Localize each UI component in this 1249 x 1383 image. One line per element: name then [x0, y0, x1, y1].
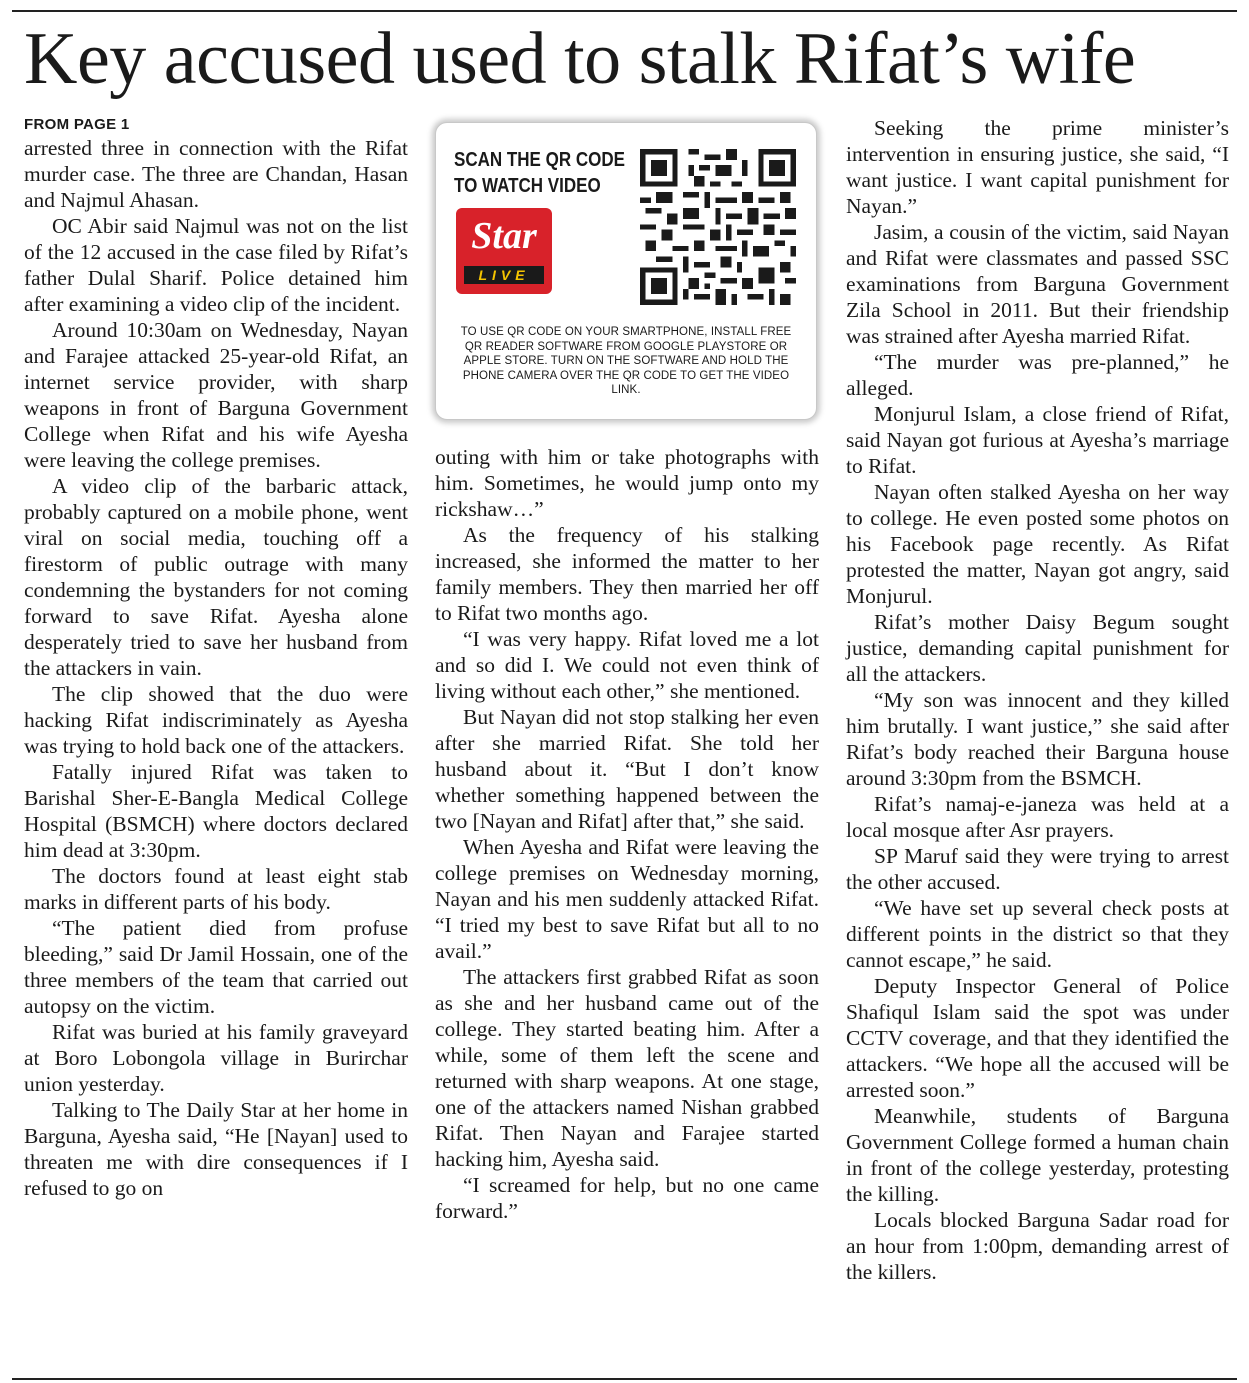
qr-scan-heading	[454, 147, 625, 199]
paragraph: Locals blocked Barguna Sadar road for an hour from 1:00pm, demanding arrest of the killers.	[846, 1208, 1229, 1284]
qr-promo-box	[435, 122, 817, 420]
article-column-2	[435, 444, 819, 1224]
paragraph: “The murder was pre-planned,” he alleged.	[846, 350, 1229, 400]
kicker-from-page-1: FROM PAGE 1	[24, 116, 130, 133]
paragraph: arrested three in connection with the Rifat murder case. The three are Chandan, Hasan and Najmul Ahasan.	[24, 136, 408, 212]
qr-scan-line-2: TO WATCH VIDEO	[454, 175, 601, 197]
paragraph: outing with him or take photographs with him. Sometimes, he would jump onto my rickshaw…”	[435, 445, 819, 521]
paragraph: A video clip of the barbaric attack, probably captured on a mobile phone, went viral on social media, touching off a firestorm of public outrage with many condemning the bystanders for not coming forward to save Rifat. Ayesha alone desperately tried to save her husband from the attackers in vain.	[24, 474, 408, 680]
star-live-logo	[456, 208, 552, 294]
paragraph: Meanwhile, students of Barguna Government College formed a human chain in front of the college yesterday, protesting the killing.	[846, 1104, 1229, 1206]
paragraph: But Nayan did not stop stalking her even after she married Rifat. She told her husband about it. “But I don’t know whether something happened between the two [Nayan and Rifat] after that,” she said.	[435, 705, 819, 833]
paragraph: Fatally injured Rifat was taken to Barishal Sher-E-Bangla Medical College Hospital (BSMCH) where doctors declared him dead at 3:30pm.	[24, 760, 408, 862]
paragraph: “We have set up several check posts at different points in the district so that they cannot escape,” he said.	[846, 896, 1229, 972]
paragraph: “The patient died from profuse bleeding,” said Dr Jamil Hossain, one of the three members of the team that carried out autopsy on the victim.	[24, 916, 408, 1018]
paragraph: The doctors found at least eight stab marks in different parts of his body.	[24, 864, 408, 914]
paragraph: “My son was innocent and they killed him brutally. I want justice,” she said after Rifat’s body reached their Barguna house around 3:30pm from the BSMCH.	[846, 688, 1229, 790]
qr-code-icon[interactable]	[640, 149, 796, 305]
article-column-3	[846, 115, 1229, 1285]
paragraph: “I was very happy. Rifat loved me a lot and so did I. We could not even think of living without each other,” she mentioned.	[435, 627, 819, 703]
article-column-1	[24, 115, 408, 1201]
qr-instructions: TO USE QR CODE ON YOUR SMARTPHONE, INSTALL FREE QR READER SOFTWARE FROM GOOGLE PLAYSTORE OR APPLE STORE. TURN ON THE SOFTWARE AND HOLD THE PHONE CAMERA OVER THE QR CODE TO GET THE VIDEO LINK.	[460, 326, 792, 396]
paragraph: Rifat was buried at his family graveyard at Boro Lobongola village in Burirchar union yesterday.	[24, 1020, 408, 1096]
paragraph: Around 10:30am on Wednesday, Nayan and Farajee attacked 25-year-old Rifat, an internet service provider, with sharp weapons in front of Barguna Government College when Rifat and his wife Ayesha were leaving the college premises.	[24, 318, 408, 472]
paragraph: Talking to The Daily Star at her home in Barguna, Ayesha said, “He [Nayan] used to threaten me with dire consequences if I refused to go on	[24, 1098, 408, 1200]
paragraph: OC Abir said Najmul was not on the list of the 12 accused in the case filed by Rifat’s father Dulal Sharif. Police detained him after examining a video clip of the incident.	[24, 214, 408, 316]
paragraph: The attackers first grabbed Rifat as soon as she and her husband came out of the college. They started beating him. After a while, some of them left the scene and returned with sharp weapons. At one stage, one of the attackers named Nishan grabbed Rifat. Then Nayan and Farajee started hacking him, Ayesha said.	[435, 965, 819, 1171]
paragraph: Nayan often stalked Ayesha on her way to college. He even posted some photos on his Facebook page recently. As Rifat protested the matter, Nayan got angry, said Monjurul.	[846, 480, 1229, 608]
headline: Key accused used to stalk Rifat’s wife	[24, 18, 1136, 100]
paragraph: As the frequency of his stalking increased, she informed the matter to her family members. They then married her off to Rifat two months ago.	[435, 523, 819, 625]
paragraph: Seeking the prime minister’s intervention in ensuring justice, she said, “I want justice. I want capital punishment for Nayan.”	[846, 116, 1229, 218]
live-logo-bar: LIVE	[464, 266, 544, 284]
paragraph: SP Maruf said they were trying to arrest the other accused.	[846, 844, 1229, 894]
qr-scan-line-1: SCAN THE QR CODE	[454, 149, 625, 171]
paragraph: Monjurul Islam, a close friend of Rifat, said Nayan got furious at Ayesha’s marriage to Rifat.	[846, 402, 1229, 478]
top-rule	[12, 10, 1237, 12]
paragraph: Rifat’s mother Daisy Begum sought justice, demanding capital punishment for all the attackers.	[846, 610, 1229, 686]
star-logo-word: Star	[471, 215, 537, 257]
bottom-rule	[12, 1378, 1237, 1380]
paragraph: When Ayesha and Rifat were leaving the college premises on Wednesday morning, Nayan and his men suddenly attacked Rifat. “I tried my best to save Rifat but all to no avail.”	[435, 835, 819, 963]
paragraph: The clip showed that the duo were hacking Rifat indiscriminately as Ayesha was trying to hold back one of the attackers.	[24, 682, 408, 758]
paragraph: “I screamed for help, but no one came forward.”	[435, 1173, 819, 1223]
paragraph: Jasim, a cousin of the victim, said Nayan and Rifat were classmates and passed SSC examinations from Barguna Government Zila School in 2011. But their friendship was strained after Ayesha married Rifat.	[846, 220, 1229, 348]
paragraph: Deputy Inspector General of Police Shafiqul Islam said the spot was under CCTV coverage, and that they identified the attackers. “We hope all the accused will be arrested soon.”	[846, 974, 1229, 1102]
paragraph: Rifat’s namaj-e-janeza was held at a local mosque after Asr prayers.	[846, 792, 1229, 842]
